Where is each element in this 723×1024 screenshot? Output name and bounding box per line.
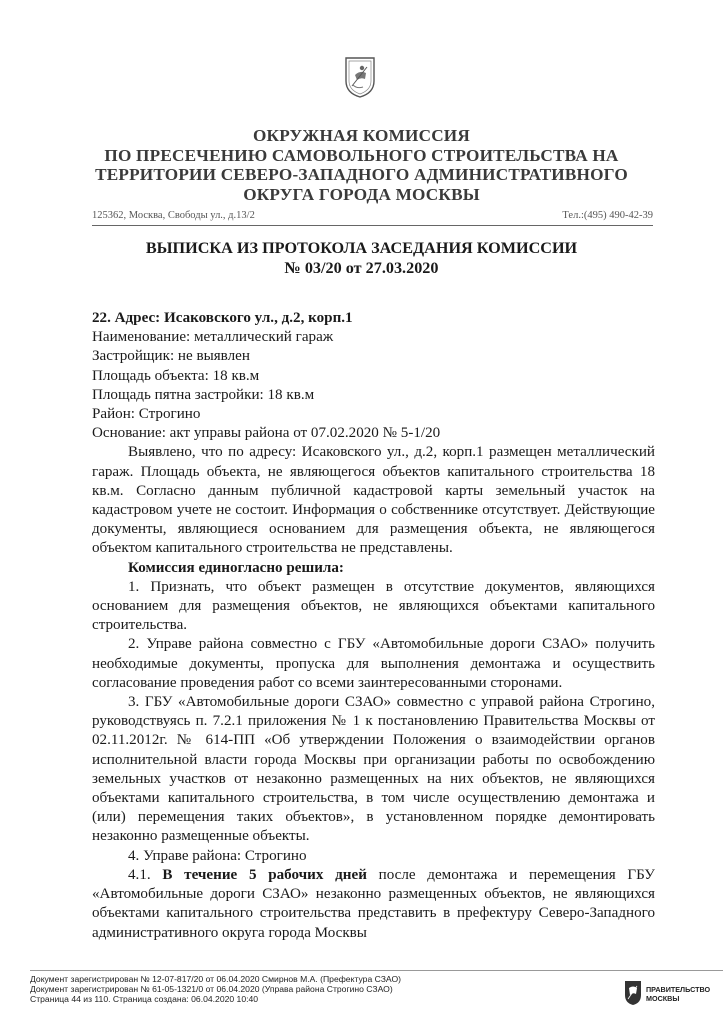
decision-1: 1. Признать, что объект размещен в отсутствие документов, являющихся основанием для размещения объектов, не являющихся объектами капитального строительства. [92, 578, 655, 634]
gov-line-1: ПРАВИТЕЛЬСТВО [646, 985, 711, 994]
decision-heading: Комиссия единогласно решила: [128, 559, 344, 576]
registration-line-1: Документ зарегистрирован № 12-07-817/20 от 06.04.2020 Смирнов М.А. (Префектура СЗАО) [30, 974, 402, 984]
document-body [92, 309, 655, 943]
decision-4-1-text: после демонтажа и перемещения ГБУ «Автомобильные дороги СЗАО» незаконно размещенных объектов, не являющихся объектами капитального строительства представить в префектуру Северо-Западного административного округа города Москвы [92, 866, 655, 941]
protocol-number: № 03/20 от 27.03.2020 [284, 259, 439, 277]
decision-4: 4. Управе района: Строгино [128, 847, 307, 864]
decision-4-1 [92, 866, 655, 943]
org-line-4: ОКРУГА ГОРОДА МОСКВЫ [243, 184, 480, 204]
decision-4-1-number: 4.1. [128, 866, 151, 883]
commission-name [70, 126, 653, 204]
government-name [646, 985, 710, 1003]
decision-3: 3. ГБУ «Автомобильные дороги СЗАО» совместно с управой района Строгино, руководствуясь п. 7.2.1 приложения № 1 к постановлению Правительства Москвы от 02.11.2012г. № 614-ПП «Об утверждении Положения о взаимодействии органов исполнительной власти города Москвы при организации работы по освобождению земельных участков от незаконно размещенных на них объектов, не являющихся объектами капитального строительства, в том числе осуществлению демонтажа и (или) перемещения таких объектов», в установленном порядке демонтировать незаконно размещенные объекты. [92, 694, 655, 845]
org-line-3: ТЕРРИТОРИИ СЕВЕРО-ЗАПАДНОГО АДМИНИСТРАТИВНОГО [95, 165, 628, 184]
item-heading: 22. Адрес: Исаковского ул., д.2, корп.1 [92, 310, 353, 326]
field-basis: Основание: акт управы района от 07.02.2020 № 5-1/20 [92, 425, 441, 442]
field-developer: Застройщик: не выявлен [92, 348, 250, 365]
footer-divider [30, 970, 723, 971]
government-emblem-icon [624, 980, 642, 1006]
contact-row [92, 210, 653, 224]
decision-2: 2. Управе района совместно с ГБУ «Автомобильные дороги СЗАО» получить необходимые документы, пропуска для выполнения демонтажа и осуществить согласование проведения работ со всеми заинтересованными сторонами. [92, 636, 655, 691]
title-line-1: ВЫПИСКА ИЗ ПРОТОКОЛА ЗАСЕДАНИЯ КОМИССИИ [145, 239, 578, 257]
finding-paragraph: Выявлено, что по адресу: Исаковского ул., д.2, корп.1 размещен металлический гараж. Площадь объекта, не являющегося объектов капитального строительства 18 кв.м. Согласно данным публичной кадастровой карты земельный участок на кадастровом учете не состоит. Информация о собственнике отсутствует. Действующие документы, являющиеся основанием для размещения объекта, не являющегося объектом капитального строительства не представлены. [92, 444, 655, 557]
registration-line-2: Документ зарегистрирован № 61-05-1321/0 от 06.04.2020 (Управа района Строгино СЗАО) [30, 984, 393, 994]
field-name: Наименование: металлический гараж [92, 329, 334, 346]
org-line-1: ОКРУЖНАЯ КОМИССИЯ [252, 126, 470, 145]
field-footprint-area: Площадь пятна застройки: 18 кв.м [92, 386, 315, 403]
phone-number: Тел.:(495) 490-42-39 [562, 210, 653, 221]
header-divider [92, 225, 653, 226]
page-info: Страница 44 из 110. Страница создана: 06.04.2020 10:40 [30, 994, 259, 1004]
registration-footer [30, 974, 401, 1004]
moscow-government-logo [624, 980, 722, 1020]
deadline-emphasis: В течение 5 рабочих дней [162, 866, 367, 883]
gov-line-2: МОСКВЫ [646, 994, 680, 1003]
field-object-area: Площадь объекта: 18 кв.м [92, 367, 260, 384]
moscow-coat-of-arms-icon [343, 55, 377, 99]
document-title [70, 238, 653, 278]
org-line-2: ПО ПРЕСЕЧЕНИЮ САМОВОЛЬНОГО СТРОИТЕЛЬСТВА НА [104, 145, 619, 165]
field-district: Район: Строгино [92, 406, 201, 423]
postal-address: 125362, Москва, Свободы ул., д.13/2 [92, 210, 255, 221]
